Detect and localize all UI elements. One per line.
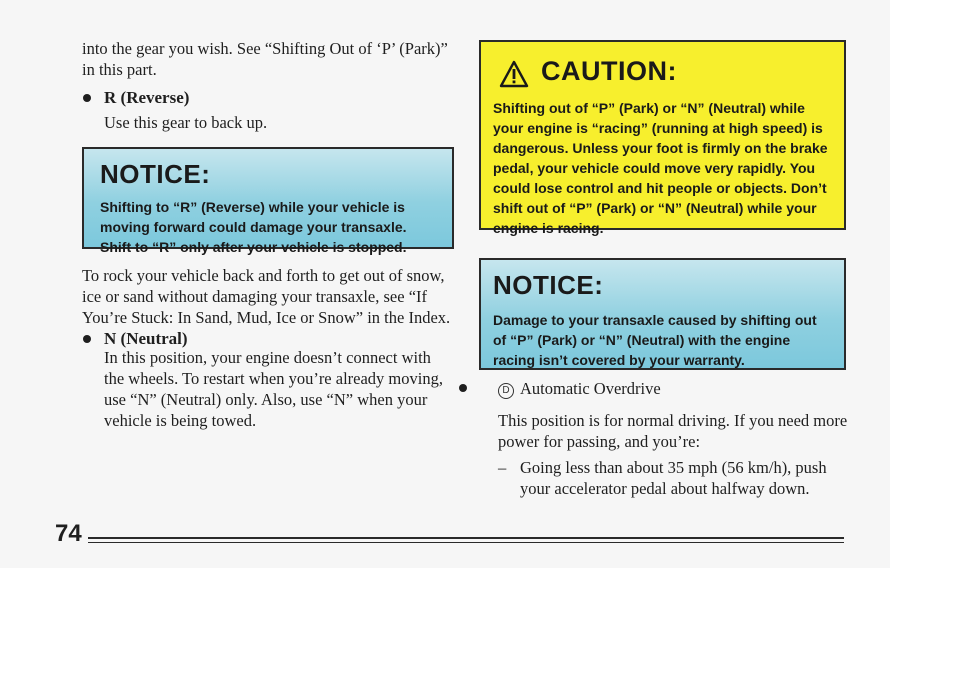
neutral-heading: N (Neutral) <box>104 329 188 348</box>
notice-text: Shifting to “R” (Reverse) while your vehicle is moving forward could damage your transaxle. Shift to “R” only after your vehicle is stopped. <box>100 199 407 255</box>
page-number: 74 <box>55 520 82 547</box>
bullet-icon <box>459 384 467 392</box>
overdrive-heading: Automatic Overdrive <box>520 379 661 398</box>
notice-title: NOTICE: <box>100 159 211 189</box>
reverse-text: Use this gear to back up. <box>104 113 268 132</box>
overdrive-heading-row <box>498 378 838 399</box>
overdrive-text: This position is for normal driving. If you need more power for passing, and you’re: <box>498 411 848 451</box>
caution-box <box>479 40 846 236</box>
notice-box-warranty <box>479 258 846 370</box>
footer-rule-bottom <box>88 542 844 543</box>
footer-rule-top <box>88 537 844 539</box>
notice-text: Damage to your transaxle caused by shifting out of “P” (Park) or “N” (Neutral) with the engine racing isn’t covered by your warranty. <box>493 312 817 368</box>
bullet-icon <box>83 94 91 102</box>
notice-box-reverse <box>82 147 454 255</box>
intro-text: into the gear you wish. See “Shifting Out of ‘P’ (Park)” in this part. <box>82 39 448 79</box>
bullet-icon <box>83 335 91 343</box>
dash-icon: – <box>498 458 507 477</box>
notice-title: NOTICE: <box>493 270 604 300</box>
rock-vehicle-text: To rock your vehicle back and forth to get out of snow, ice or sand without damaging your transaxle, see “If You’re Stuck: In Sand, Mud, Ice or Snow” in the Index. <box>82 266 451 327</box>
caution-title: CAUTION: <box>541 56 677 86</box>
neutral-text: In this position, your engine doesn’t connect with the wheels. To restart when you’re already moving, use “N” (Neutral) only. Also, use “N” when your vehicle is being towed. <box>104 348 443 430</box>
overdrive-d-icon: D <box>498 383 514 399</box>
caution-text: Shifting out of “P” (Park) or “N” (Neutral) while your engine is “racing” (running at high speed) is dangerous. Unless your foot is firmly on the brake pedal, your vehicle could move very rapidly. You could lose control and hit people or objects. Don’t shift out of “P” (Park) or “N” (Neutral) while your engine is racing. <box>493 100 828 236</box>
warning-triangle-icon <box>499 60 529 88</box>
reverse-heading: R (Reverse) <box>104 88 190 107</box>
overdrive-dash-item: Going less than about 35 mph (56 km/h), push your accelerator pedal about halfway down. <box>520 458 827 498</box>
